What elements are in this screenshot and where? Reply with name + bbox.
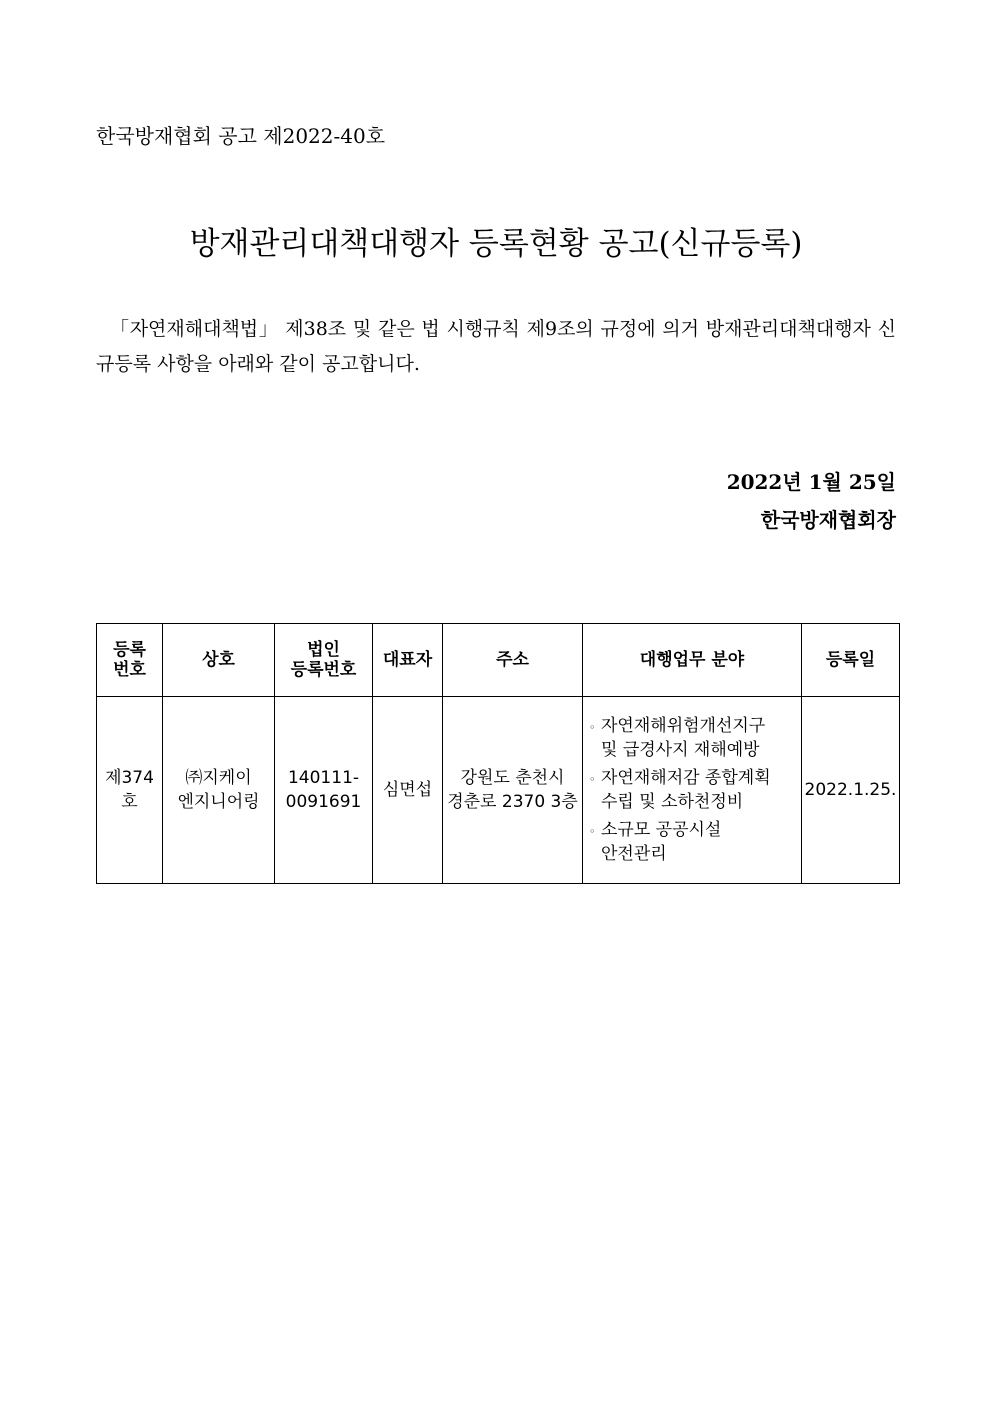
field-text [601,714,797,762]
address-line-2: 경춘로 2370 3층 [447,792,578,812]
field-line: 안전관리 [601,844,667,864]
cell-representative: 심면섭 [373,697,443,884]
corp-no-line-1: 140111- [287,768,360,788]
header-corp-no-line-2: 등록번호 [290,660,357,680]
company-line-2: 엔지니어링 [177,792,260,812]
header-fields: 대행업무 분야 [583,624,802,697]
field-text [601,818,797,866]
field-line: 소규모 공공시설 [601,820,722,840]
cell-corp-no [275,697,373,884]
corp-no-line-2: 0091691 [285,792,362,812]
document-title: 방재관리대책대행자 등록현황 공고(신규등록) [189,226,803,262]
cell-reg-date: 2022.1.25. [802,697,900,884]
cell-address [443,697,583,884]
cell-reg-no: 제374호 [97,697,163,884]
company-line-1: ㈜지케이 [185,768,252,788]
address-line-1: 강원도 춘천시 [460,768,565,788]
field-item [589,714,797,762]
header-reg-date: 등록일 [802,624,900,697]
header-reg-no [97,624,163,697]
header-reg-no-line-2: 번호 [113,660,146,680]
field-line: 수립 및 소하천정비 [601,792,744,812]
issuer-name: 한국방재협회장 [760,508,896,532]
cell-fields [583,697,802,884]
header-representative: 대표자 [373,624,443,697]
bullet-icon: ◦ [589,721,596,734]
table-header-row [97,624,900,697]
header-company: 상호 [163,624,275,697]
field-item [589,766,797,814]
field-line: 및 급경사지 재해예방 [601,740,760,760]
notice-body-paragraph: 「자연재해대책법」 제38조 및 같은 법 시행규칙 제9조의 규정에 의거 방재관리대책대행자 신규등록 사항을 아래와 같이 공고합니다. [96,318,896,375]
bullet-icon: ◦ [589,825,596,838]
header-corp-no [275,624,373,697]
notice-number: 한국방재협회 공고 제2022-40호 [96,124,386,148]
header-corp-no-line-1: 법인 [307,640,340,660]
header-reg-no-line-1: 등록 [113,640,146,660]
registration-table [96,623,900,884]
notice-date: 2022년 1월 25일 [726,470,896,494]
table-row [97,697,900,884]
header-address: 주소 [443,624,583,697]
field-text [601,766,797,814]
field-item [589,818,797,866]
field-line: 자연재해위험개선지구 [601,716,766,736]
cell-company [163,697,275,884]
field-line: 자연재해저감 종합계획 [601,768,771,788]
bullet-icon: ◦ [589,773,596,786]
